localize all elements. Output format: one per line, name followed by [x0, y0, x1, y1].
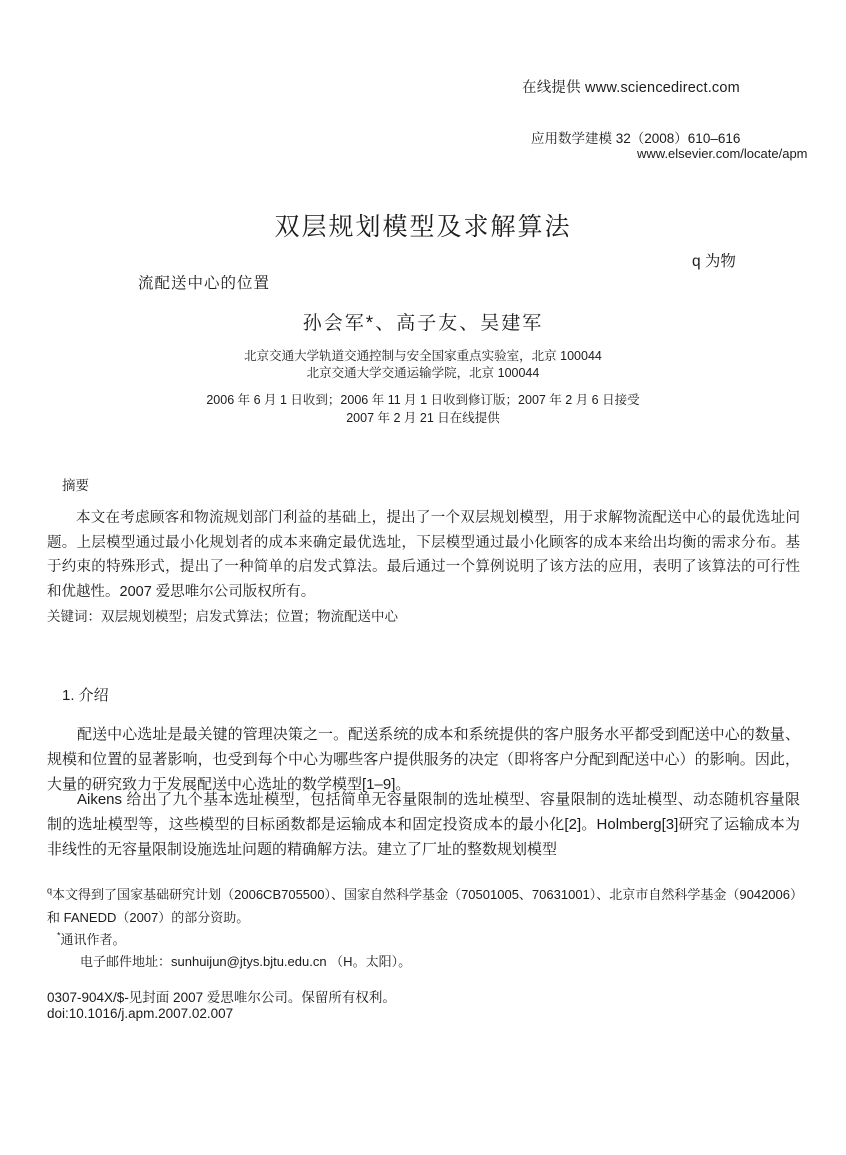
authors-line: 孙会军*、高子友、吴建军	[302, 313, 544, 334]
corresponding-author-footnote	[57, 929, 126, 952]
journal-url: www.elsevier.com/locate/apm	[637, 146, 808, 161]
corresponding-footnote-text: 通讯作者。	[60, 932, 126, 947]
online-date-line: 2007 年 2 月 21 日在线提供	[346, 411, 500, 425]
issn-copyright-line: 0307-904X/$-见封面 2007 爱思唯尔公司。保留所有权利。	[47, 990, 396, 1005]
abstract-heading: 摘要	[62, 478, 89, 493]
intro-paragraph-2: Aikens 给出了九个基本选址模型，包括简单无容量限制的选址模型、容量限制的选址模型、动态随机容量限制的选址模型等，这些模型的目标函数都是运输成本和固定投资成本的最小化[2]。Holmberg[3]研究了运输成本为非线性的无容量限制设施选址问题的精确解方法。建立了厂址的整数规划模型	[47, 791, 800, 858]
funding-footnote-text: 本文得到了国家基础研究计划（2006CB705500）、国家自然科学基金（70501005、70631001）、北京市自然科学基金（9042006）和 FANEDD（2007）的部分资助。	[47, 887, 803, 925]
paper-title: 双层规划模型及求解算法	[274, 213, 572, 241]
title-overflow-left: 流配送中心的位置	[138, 275, 271, 292]
received-dates-line: 2006 年 6 月 1 日收到；2006 年 11 月 1 日收到修订版；2007 年 2 月 6 日接受	[206, 393, 640, 407]
affiliation-school: 北京交通大学交通运输学院，北京 100044	[306, 366, 540, 380]
affiliation-lab: 北京交通大学轨道交通控制与安全国家重点实验室，北京 100044	[244, 349, 602, 363]
intro-paragraph-1: 配送中心选址是最关键的管理决策之一。配送系统的成本和系统提供的客户服务水平都受到配送中心的数量、规模和位置的显著影响，也受到每个中心为哪些客户提供服务的决定（即将客户分配到配送中心）的影响。因此，大量的研究致力于发展配送中心选址的数学模型[1–9]。	[47, 726, 800, 793]
funding-footnote-marker: q	[47, 885, 53, 896]
keywords-line: 关键词：双层规划模型；启发式算法；位置；物流配送中心	[47, 609, 398, 624]
email-address-line: 电子邮件地址：sunhuijun@jtys.bjtu.edu.cn （H。太阳）。	[80, 954, 412, 969]
doi-line: doi:10.1016/j.apm.2007.02.007	[47, 1006, 234, 1021]
journal-citation: 应用数学建模 32（2008）610–616	[531, 131, 741, 146]
funding-footnote	[47, 884, 803, 929]
section-heading-introduction: 1. 介绍	[62, 687, 109, 704]
title-overflow-right: q 为物	[692, 253, 736, 270]
abstract-body: 本文在考虑顾客和物流规划部门利益的基础上，提出了一个双层规划模型，用于求解物流配送中心的最优选址问题。上层模型通过最小化规划者的成本来确定最优选址，下层模型通过最小化顾客的成本来给出均衡的需求分布。基于约束的特殊形式，提出了一种简单的启发式算法。最后通过一个算例说明了该方法的应用，表明了该算法的可行性和优越性。2007 爱思唯尔公司版权所有。	[47, 510, 800, 600]
available-online-text: 在线提供 www.sciencedirect.com	[522, 80, 740, 96]
corresponding-footnote-marker: *	[57, 930, 61, 941]
